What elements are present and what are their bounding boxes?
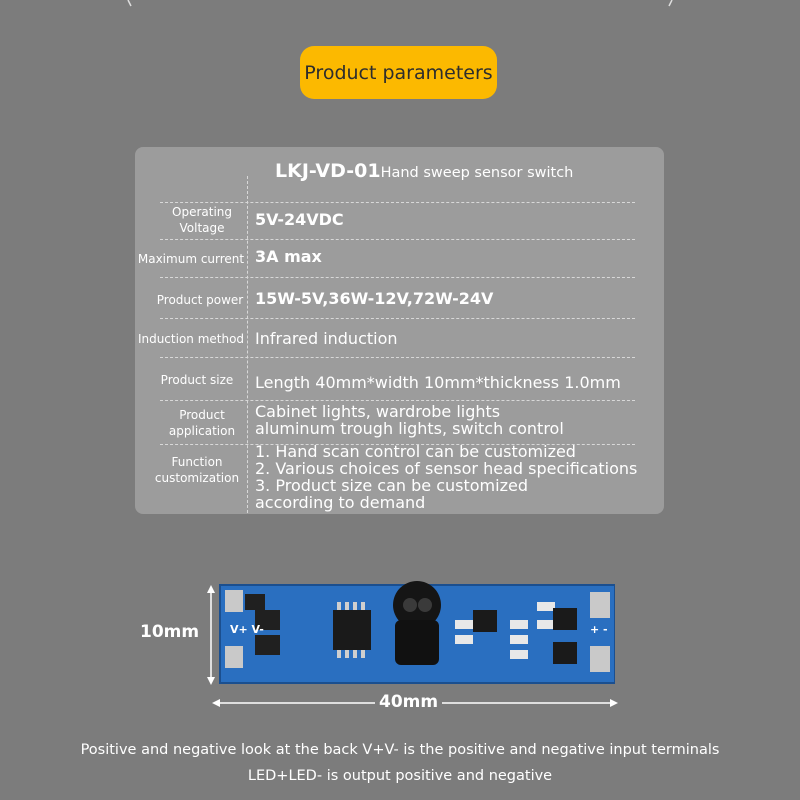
row-divider: [160, 357, 635, 358]
param-label-product-application: Product application: [168, 408, 236, 438]
product-description: Hand sweep sensor switch: [380, 165, 574, 181]
output-terminal-label: + -: [590, 623, 608, 636]
row-divider: [160, 400, 635, 401]
param-label-product-size: Product size: [160, 373, 234, 387]
height-dimension-label: 10mm: [140, 622, 200, 642]
product-model: LKJ-VD-01: [275, 160, 381, 182]
input-terminal-label: V+ V-: [230, 623, 264, 636]
top-decoration: [0, 0, 800, 10]
param-value-operating-voltage: 5V-24VDC: [255, 210, 344, 229]
ic-chip: [333, 610, 371, 650]
param-value-product-power: 15W-5V,36W-12V,72W-24V: [255, 289, 494, 308]
param-label-function-customization: Function customization: [154, 455, 240, 485]
length-dimension-label: 40mm: [375, 692, 442, 712]
param-label-maximum-current: Maximum current: [137, 252, 245, 266]
row-divider: [160, 202, 635, 203]
product-heading: [275, 160, 573, 182]
row-divider: [160, 318, 635, 319]
product-parameters-badge: [300, 46, 497, 99]
footer-note-output: LED+LED- is output positive and negative: [247, 768, 553, 784]
row-divider: [160, 239, 635, 240]
param-value-induction-method: Infrared induction: [255, 329, 398, 348]
param-value-function-customization: 1. Hand scan control can be customized 2. Various choices of sensor head specifications 3. Product size can be customized according to demand: [255, 442, 638, 512]
param-value-maximum-current: 3A max: [255, 247, 322, 266]
pcb-board: [215, 580, 615, 685]
param-label-operating-voltage: Operating Voltage: [172, 205, 232, 235]
param-value-product-size: Length 40mm*width 10mm*thickness 1.0mm: [255, 373, 621, 392]
row-divider: [160, 277, 635, 278]
footer-note-input: Positive and negative look at the back V+V- is the positive and negative input terminals: [80, 742, 720, 758]
param-value-product-application: Cabinet lights, wardrobe lights aluminum trough lights, switch control: [255, 402, 564, 438]
page-title: Product parameters: [304, 61, 493, 84]
param-label-product-power: Product power: [156, 293, 244, 307]
param-label-induction-method: Induction method: [137, 332, 245, 346]
